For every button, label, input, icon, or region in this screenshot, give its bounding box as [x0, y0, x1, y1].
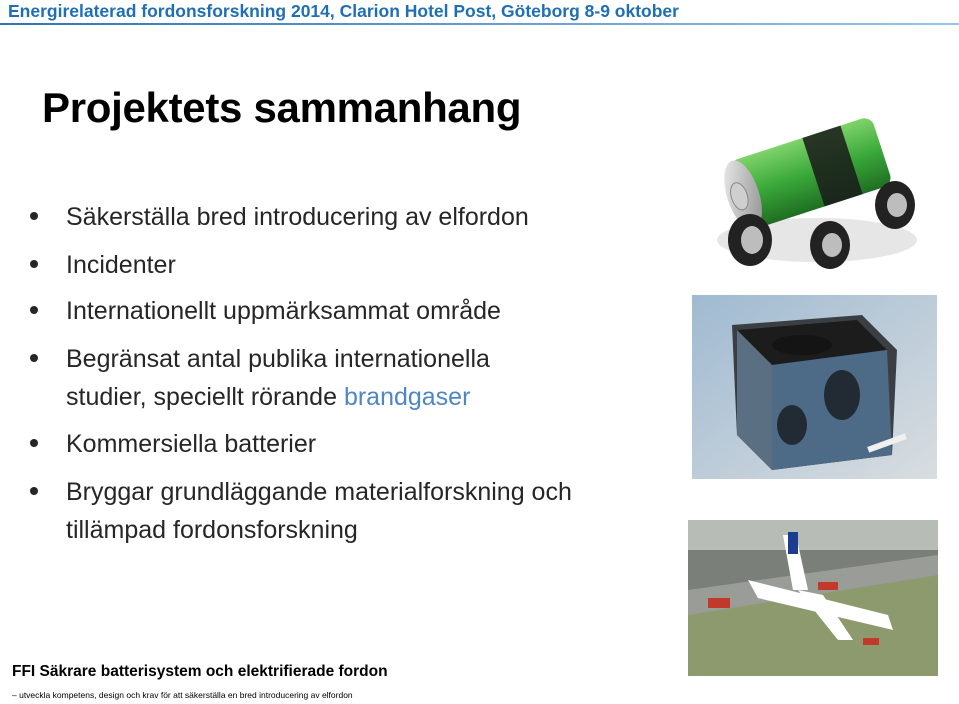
bullet-dot-icon — [30, 260, 38, 268]
bullet-dot-icon — [30, 439, 38, 447]
footer-project: FFI Säkrare batterisystem och elektrifierade fordon — [12, 663, 388, 680]
bullet-text: Incidenter — [66, 251, 176, 279]
burnt-battery-photo — [692, 295, 937, 479]
footer-tagline: – utveckla kompetens, design och krav för att säkerställa en bred introducering av elfordon — [12, 690, 353, 700]
battery-car-photo — [705, 90, 930, 270]
bullet-dot-icon — [30, 487, 38, 495]
bullet-text-line2 — [66, 378, 470, 416]
bullet-dot-icon — [30, 354, 38, 362]
bullet-dot-icon — [30, 212, 38, 220]
bullet-text: Internationellt uppmärksammat område — [66, 297, 501, 325]
bullet-text: Bryggar grundläggande materialforskning och — [66, 478, 572, 506]
bullet-text-plain: studier, speciellt rörande — [66, 383, 344, 411]
header-divider — [0, 23, 959, 25]
bullet-text: Säkerställa bred introducering av elfordon — [66, 203, 529, 231]
airplane-incident-photo — [688, 520, 938, 676]
slide-title: Projektets sammanhang — [42, 84, 522, 131]
highlight-word: brandgaser — [343, 383, 471, 411]
bullet-text: Kommersiella batterier — [66, 430, 317, 458]
bullet-text-line2: tillämpad fordonsforskning — [66, 516, 358, 544]
event-header: Energirelaterad fordonsforskning 2014, Clarion Hotel Post, Göteborg 8-9 oktober — [8, 1, 679, 21]
bullet-dot-icon — [30, 306, 38, 314]
bullet-text: Begränsat antal publika internationella — [66, 345, 490, 373]
